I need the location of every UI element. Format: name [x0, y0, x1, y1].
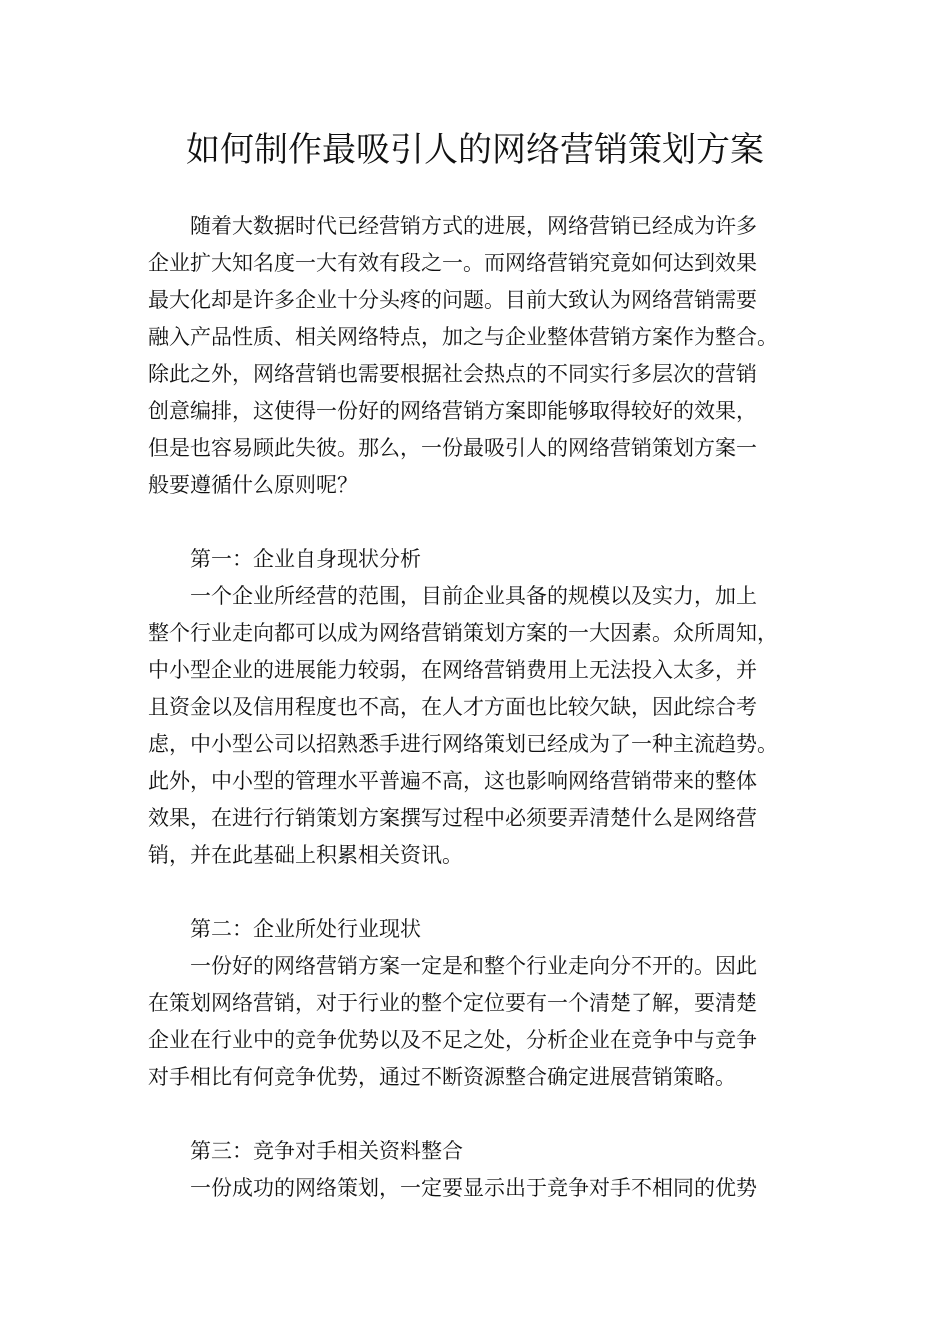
text-line: 创意编排，这使得一份好的网络营销方案即能够取得较好的效果， — [148, 399, 757, 423]
text-line: 对手相比有何竞争优势，通过不断资源整合确定进展营销策略。 — [148, 1065, 736, 1089]
paragraph — [148, 208, 823, 504]
text-line: 一份成功的网络策划，一定要显示出于竞争对手不相同的优势 — [190, 1176, 757, 1200]
section-heading: 第三：竞争对手相关资料整合 — [190, 1139, 463, 1163]
section-heading: 第一：企业自身现状分析 — [190, 547, 421, 571]
paragraph-gap — [148, 504, 823, 541]
text-line: 在策划网络营销，对于行业的整个定位要有一个清楚了解，要清楚 — [148, 991, 757, 1015]
text-line: 整个行业走向都可以成为网络营销策划方案的一大因素。众所周知， — [148, 621, 778, 645]
text-line: 一份好的网络营销方案一定是和整个行业走向分不开的。因此 — [190, 954, 757, 978]
text-line: 中小型企业的进展能力较弱，在网络营销费用上无法投入太多，并 — [148, 658, 757, 682]
document-title: 如何制作最吸引人的网络营销策划方案 — [186, 130, 764, 170]
text-line: 一个企业所经营的范围，目前企业具备的规模以及实力，加上 — [190, 584, 757, 608]
text-line: 随着大数据时代已经营销方式的进展，网络营销已经成为许多 — [190, 214, 757, 238]
text-line: 效果，在进行行销策划方案撰写过程中必须要弄清楚什么是网络营 — [148, 806, 757, 830]
paragraph — [148, 948, 823, 1096]
paragraph-gap — [148, 1096, 823, 1133]
paragraph — [148, 1170, 823, 1207]
text-line: 般要遵循什么原则呢？ — [148, 473, 358, 497]
text-line: 但是也容易顾此失彼。那么，一份最吸引人的网络营销策划方案一 — [148, 436, 757, 460]
text-line: 此外，中小型的管理水平普遍不高，这也影响网络营销带来的整体 — [148, 769, 757, 793]
paragraph-gap — [148, 874, 823, 911]
paragraph — [148, 578, 823, 874]
section-heading: 第二：企业所处行业现状 — [190, 917, 421, 941]
document-body — [148, 208, 823, 1207]
text-line: 融入产品性质、相关网络特点，加之与企业整体营销方案作为整合。 — [148, 325, 778, 349]
text-line: 除此之外，网络营销也需要根据社会热点的不同实行多层次的营销 — [148, 362, 757, 386]
text-line: 企业在行业中的竞争优势以及不足之处，分析企业在竞争中与竞争 — [148, 1028, 757, 1052]
text-line: 最大化却是许多企业十分头疼的问题。目前大致认为网络营销需要 — [148, 288, 757, 312]
text-line: 且资金以及信用程度也不高，在人才方面也比较欠缺，因此综合考 — [148, 695, 757, 719]
text-line: 虑，中小型公司以招熟悉手进行网络策划已经成为了一种主流趋势。 — [148, 732, 778, 756]
text-line: 销，并在此基础上积累相关资讯。 — [148, 843, 463, 867]
text-line: 企业扩大知名度一大有效有段之一。而网络营销究竟如何达到效果 — [148, 251, 757, 275]
